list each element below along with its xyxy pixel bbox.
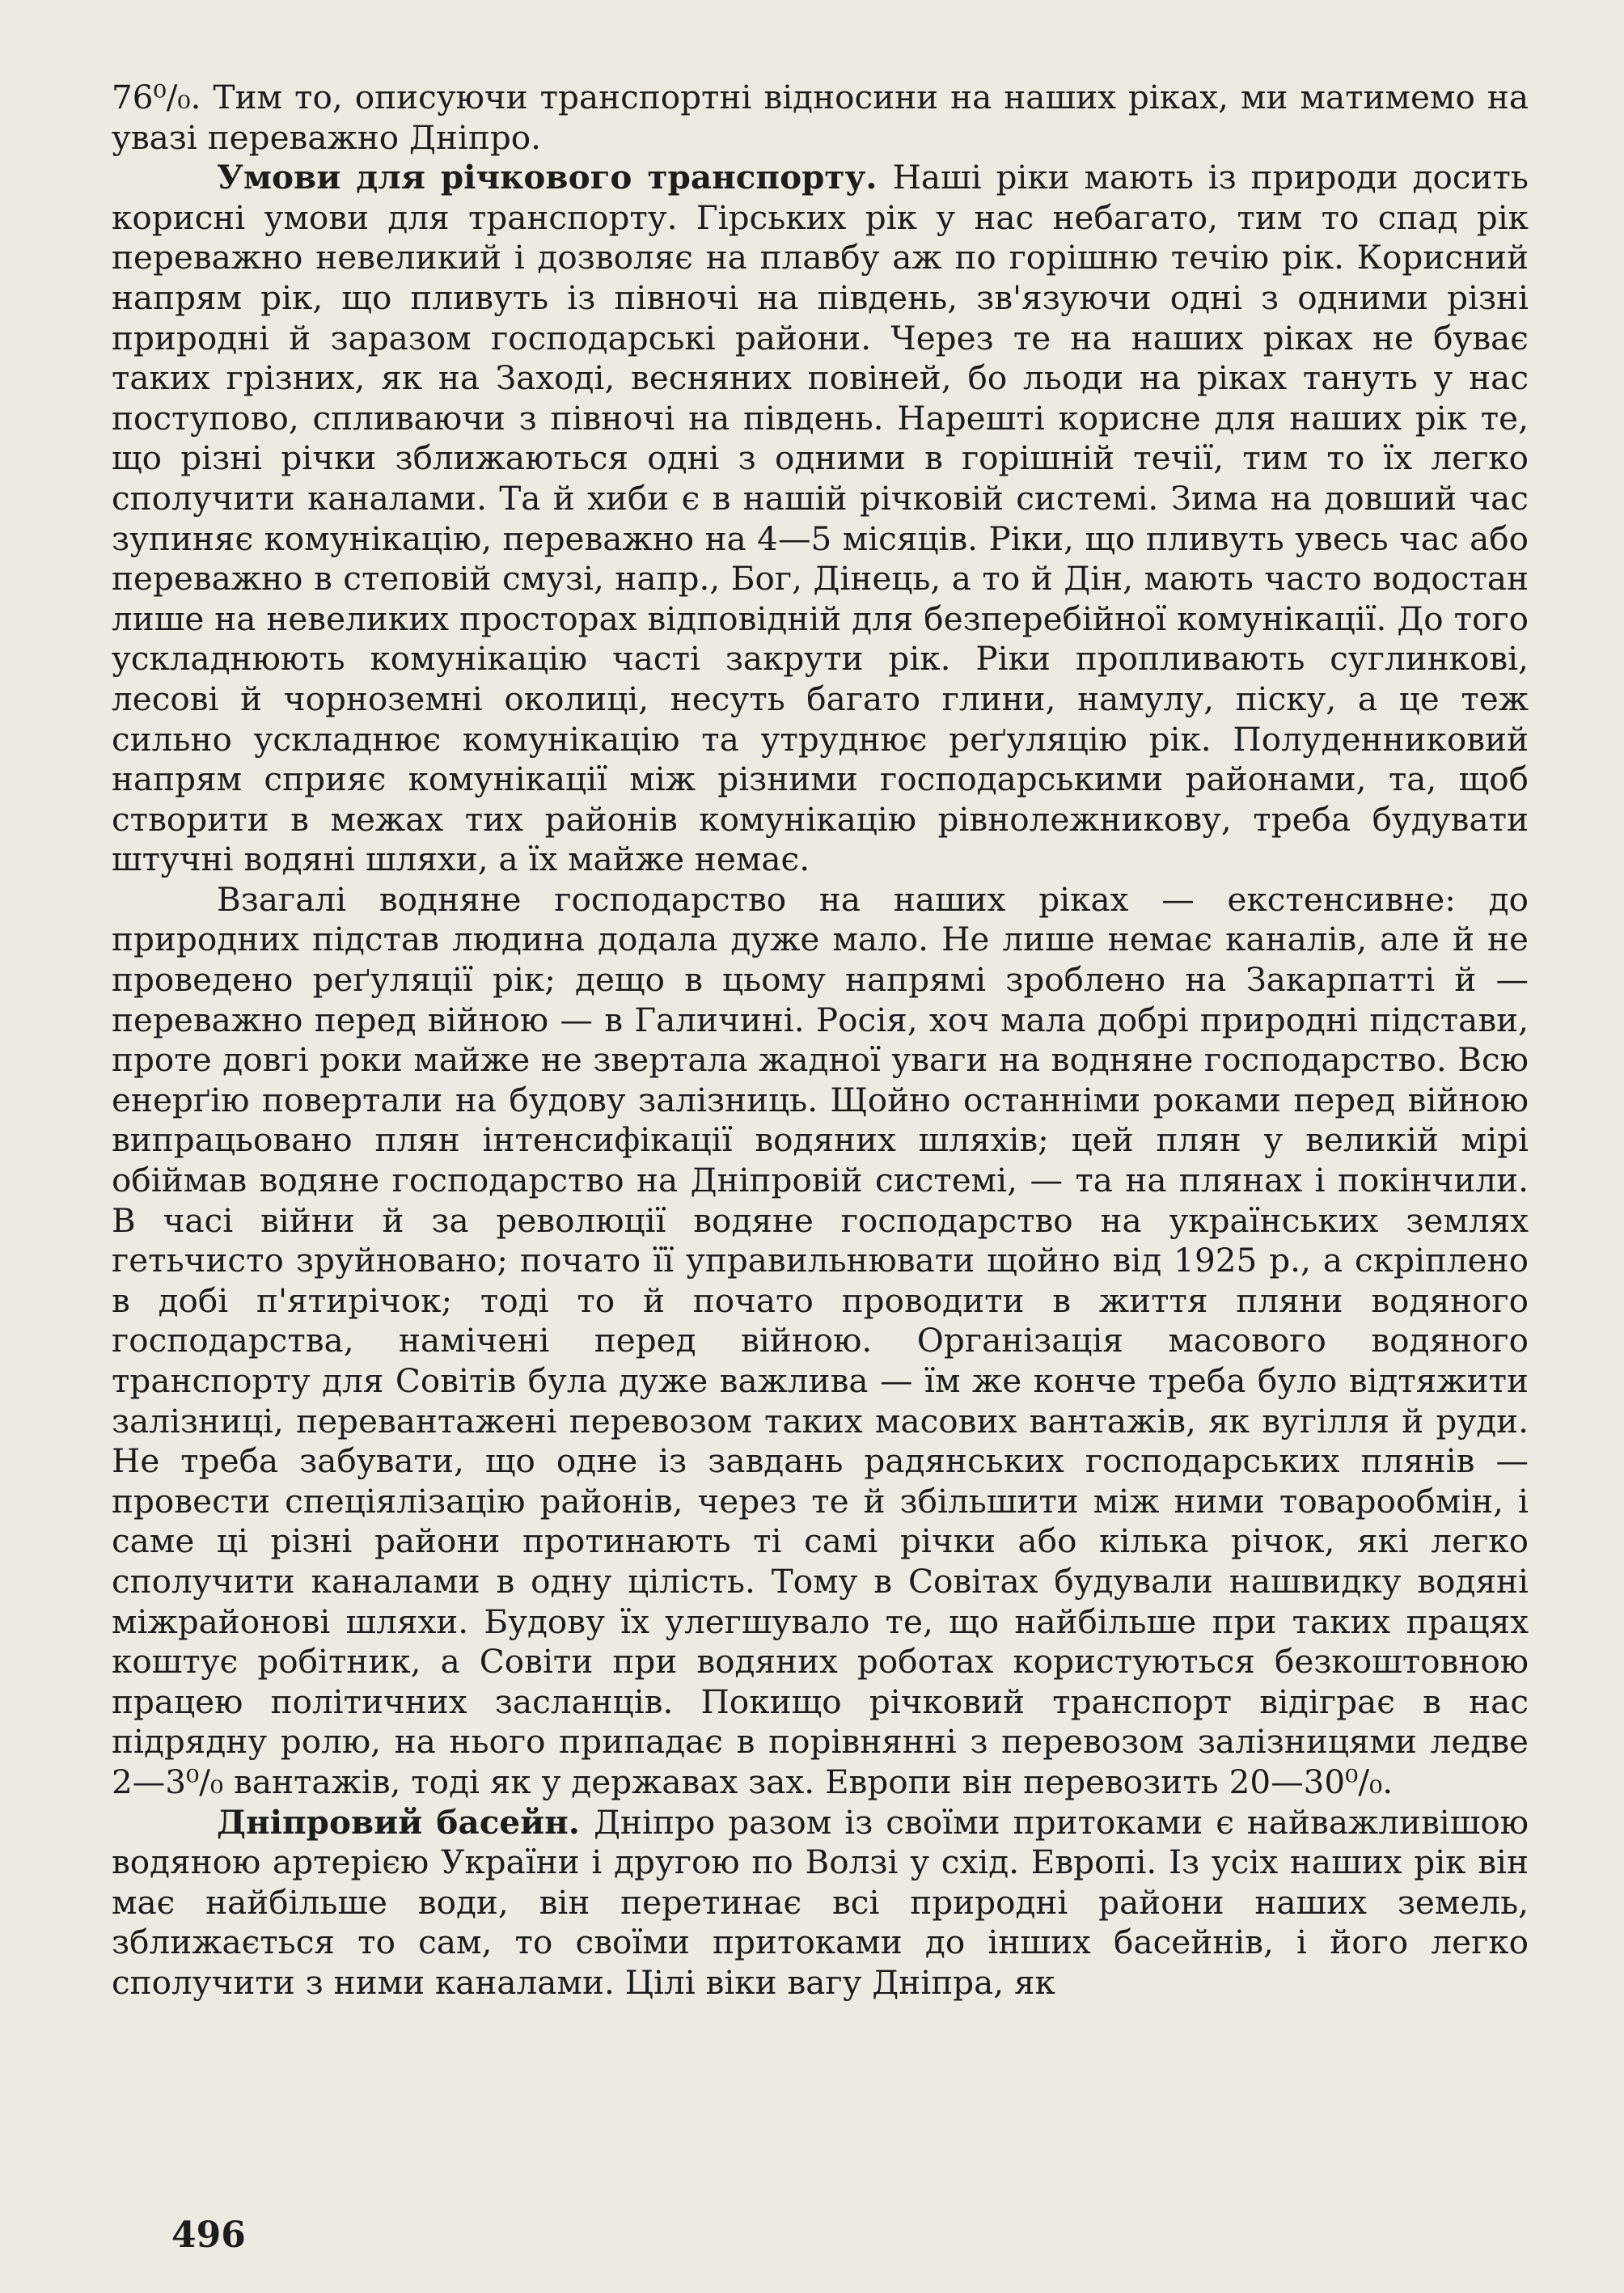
paragraph-text: Наші ріки мають із природи досить корисні умови для транспорту. Гірських рік у нас небагато, тим то спад рік переважно невеликий і дозволяє на плавбу аж по горішню течію рік. Корисний напрям рік, що пливуть із півночі на південь, зв'язуючи одні з одними різні природні й заразом господарські райони. Через те на наших ріках не буває таких грізних, як на Заході, весняних повіней, бо льоди на ріках тануть у нас поступово, спливаючи з півночі на південь. Нарешті корисне для наших рік те, що різні річки зближаються одні з одними в горішній течії, тим то їх легко сполучити каналами. Та й хиби є в нашій річковій системі. Зима на довший час зупиняє комунікацію, переважно на 4—5 місяців. Ріки, що пливуть увесь час або переважно в степовій смузі, напр., Бог, Дінець, а то й Дін, мають часто водостан лише на невеликих просторах відповідній для безперебійної комунікації. До того ускладнюють комунікацію часті закрути рік. Ріки пропливають суглинкові, лесові й чорноземні околиці, несуть багато глини, намулу, піску, а це теж сильно ускладнює комунікацію та утруднює реґуляцію рік. Полуденниковий напрям сприяє комунікації між різними господарськими районами, та, щоб створити в межах тих районів комунікацію рівнолежникову, треба будувати штучні водяні шляхи, а їх майже немає.	[112, 158, 1529, 879]
body-text	[112, 78, 1529, 2003]
paragraph-text: Взагалі водняне господарство на наших ріках — екстенсивне: до природних підстав людина додала дуже мало. Не лише немає каналів, але й не проведено реґуляції рік; дещо в цьому напрямі зроблено на Закарпатті й — переважно перед війною — в Галичині. Росія, хоч мала добрі природні підстави, проте довгі роки майже не звертала жадної уваги на водняне господарство. Всю енерґію повертали на будову залізниць. Щойно останніми роками перед війною випрацьовано плян інтенсифікації водяних шляхів; цей плян у великій мірі обіймав водяне господарство на Дніпровій системі, — та на плянах і покінчили. В часі війни й за революції водяне господарство на українських землях гетьчисто зруйновано; почато її управильнювати щойно від 1925 р., а скріплено в добі п'ятирічок; тоді то й почато проводити в життя пляни водяного господарства, намічені перед війною. Організація масового водяного транспорту для Совітів була дуже важлива — їм же конче треба було відтяжити залізниці, перевантажені перевозом таких масових вантажів, як вугілля й руди. Не треба забувати, що одне із завдань радянських господарських плянів — провести спеціялізацію районів, через те й збільшити між ними товарообмін, і саме ці різні райони протинають ті самі річки або кілька річок, які легко сполучити каналами в одну цілість. Тому в Совітах будували нашвидку водяні міжрайонові шляхи. Будову їх улегшувало те, що найбільше при таких працях коштує робітник, а Совіти при водяних роботах користуються безкоштовною працею політичних засланців. Покищо річковий транспорт відіграє в нас підрядну ролю, на нього припадає в порівнянні з перевозом залізницями ледве 2—3⁰/₀ вантажів, тоді як у державах зах. Европи він перевозить 20—30⁰/₀.	[112, 879, 1529, 1801]
section-heading: Дніпровий басейн.	[217, 1802, 594, 1842]
paragraph-river-transport-conditions	[112, 158, 1529, 880]
page-number: 496	[171, 2215, 246, 2256]
paragraph-water-economy	[112, 880, 1529, 1803]
paragraph-text: 76⁰/₀. Тим то, описуючи транспортні відносини на наших ріках, ми матимемо на увазі переважно Дніпро.	[112, 78, 1529, 157]
section-heading: Умови для річкового транспорту.	[217, 158, 893, 197]
paragraph-intro	[112, 78, 1529, 158]
paragraph-text: Дніпро разом із своїми притоками є найважливішою водяною артерією України і другою по Волзі у схід. Европі. Із усіх наших рік він має найбільше води, він перетинає всі природні райони наших земель, зближається то сам, то своїми притоками до інших басейнів, і його легко сполучити з ними каналами. Цілі віки вагу Дніпра, як	[112, 1802, 1529, 2002]
paragraph-dnipro-basin	[112, 1803, 1529, 2003]
